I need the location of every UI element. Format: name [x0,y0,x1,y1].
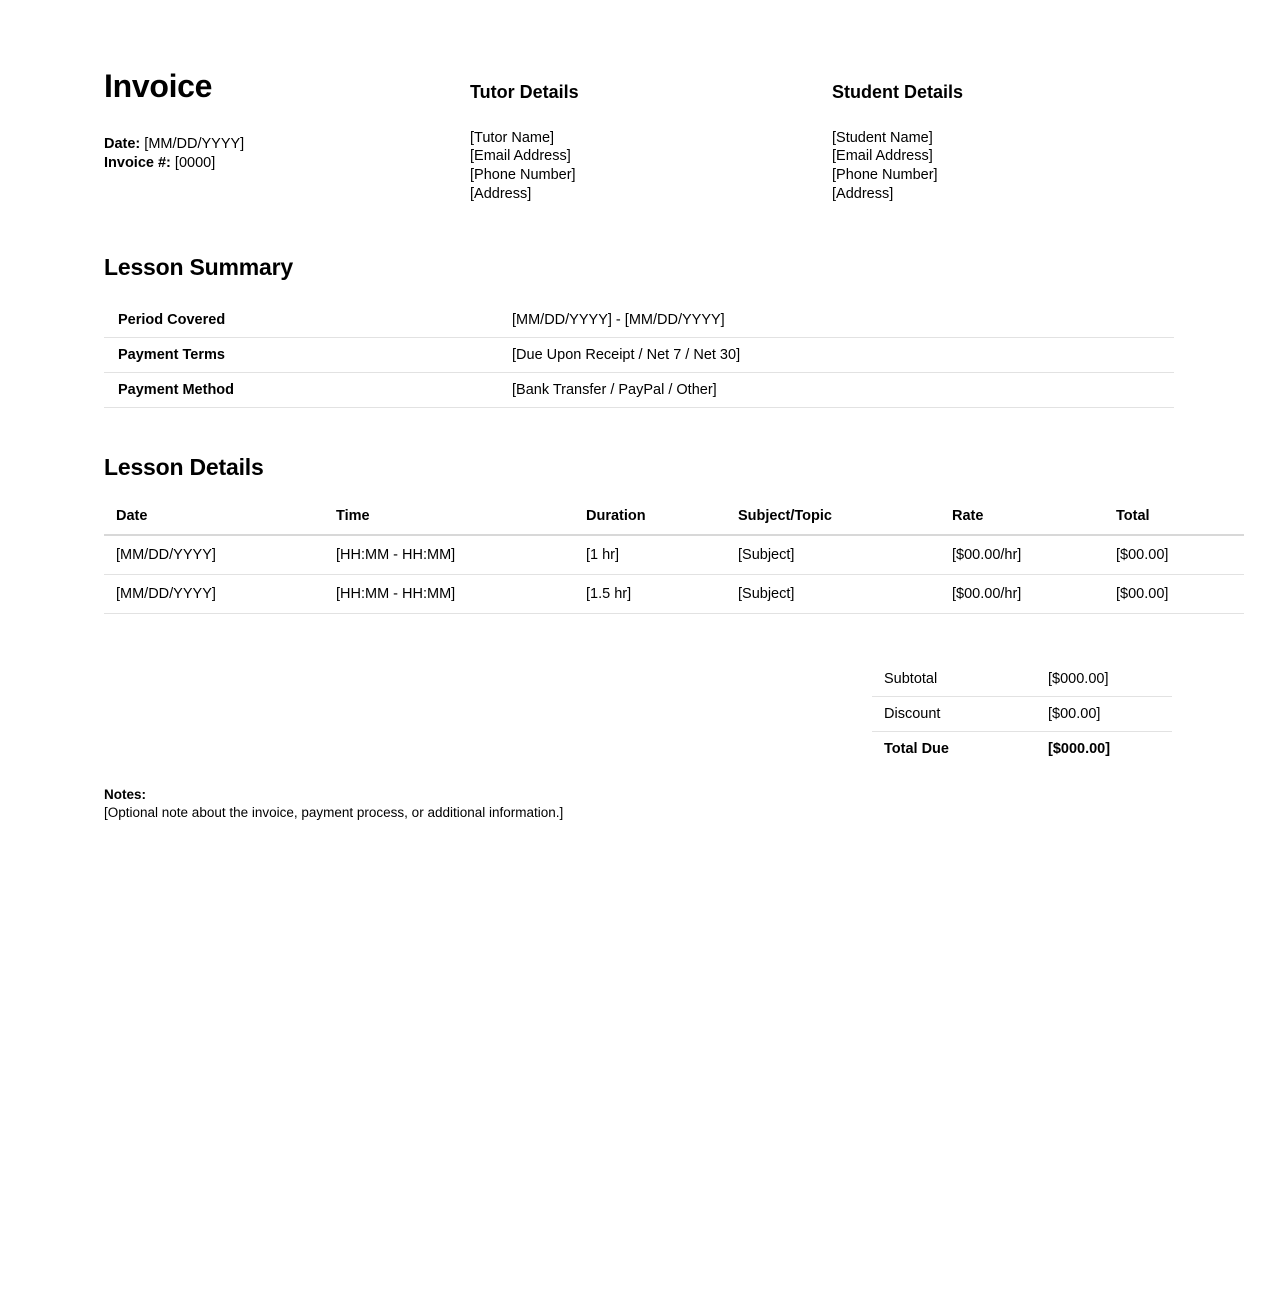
table-row [104,373,1174,408]
tutor-details-block [470,70,832,203]
discount-label: Discount [872,696,1036,731]
totals-section [104,662,1178,766]
tutor-phone: [Phone Number] [470,166,576,183]
column-header-time: Time [324,508,574,535]
tutor-name: [Tutor Name] [470,129,555,146]
cell-date: [MM/DD/YYYY] [104,535,324,575]
column-header-subject: Subject/Topic [726,508,940,535]
table-row [104,535,1244,575]
invoice-number-label: Invoice #: [104,154,171,171]
cell-rate: [$00.00/hr] [940,535,1104,575]
page-title: Invoice [104,68,213,104]
notes-text: [Optional note about the invoice, payment process, or additional information.] [104,804,564,820]
student-address: [Address] [832,185,894,202]
cell-duration: [1.5 hr] [574,574,726,613]
summary-value: [Due Upon Receipt / Net 7 / Net 30] [498,338,1174,373]
student-name: [Student Name] [832,129,933,146]
summary-value: [Bank Transfer / PayPal / Other] [498,373,1174,408]
lesson-summary-table [104,303,1174,408]
column-header-rate: Rate [940,508,1104,535]
totals-table [872,662,1172,766]
student-details-heading: Student Details [832,82,964,102]
invoice-date-line [104,135,470,154]
table-row [872,696,1172,731]
tutor-address: [Address] [470,185,532,202]
invoice-meta [104,135,470,173]
student-details-block [832,70,1178,203]
notes-section [104,786,1178,822]
cell-date: [MM/DD/YYYY] [104,574,324,613]
total-due-value: [$000.00] [1048,740,1111,757]
tutor-details-lines [470,129,832,203]
invoice-date-value: [MM/DD/YYYY] [144,135,245,152]
subtotal-value: [$000.00] [1036,662,1172,697]
invoice-number-line [104,154,470,173]
student-phone: [Phone Number] [832,166,938,183]
column-header-total: Total [1104,508,1244,535]
total-due-label: Total Due [884,740,949,757]
table-row [872,662,1172,697]
cell-total: [$00.00] [1104,574,1244,613]
cell-subject: [Subject] [726,574,940,613]
column-header-duration: Duration [574,508,726,535]
document-header [104,70,1178,203]
cell-time: [HH:MM - HH:MM] [324,535,574,575]
summary-key: Period Covered [104,303,498,338]
lesson-details-heading: Lesson Details [104,454,264,481]
lesson-details-table [104,508,1244,614]
cell-rate: [$00.00/hr] [940,574,1104,613]
invoice-title-block [104,70,470,173]
subtotal-label: Subtotal [872,662,1036,697]
cell-subject: [Subject] [726,535,940,575]
cell-time: [HH:MM - HH:MM] [324,574,574,613]
table-row [104,574,1244,613]
notes-label: Notes: [104,786,147,802]
cell-total: [$00.00] [1104,535,1244,575]
summary-value: [MM/DD/YYYY] - [MM/DD/YYYY] [498,303,1174,338]
student-details-lines [832,129,1178,203]
table-row [104,338,1174,373]
invoice-date-label: Date: [104,135,141,152]
discount-value: [$00.00] [1036,696,1172,731]
invoice-number-value: [0000] [174,154,216,171]
table-row [872,731,1172,766]
student-email: [Email Address] [832,148,933,165]
cell-duration: [1 hr] [574,535,726,575]
summary-key: Payment Method [104,373,498,408]
summary-key: Payment Terms [104,338,498,373]
tutor-details-heading: Tutor Details [470,82,579,102]
table-row [104,303,1174,338]
lesson-summary-heading: Lesson Summary [104,254,293,281]
table-header-row [104,508,1244,535]
column-header-date: Date [104,508,324,535]
tutor-email: [Email Address] [470,148,571,165]
